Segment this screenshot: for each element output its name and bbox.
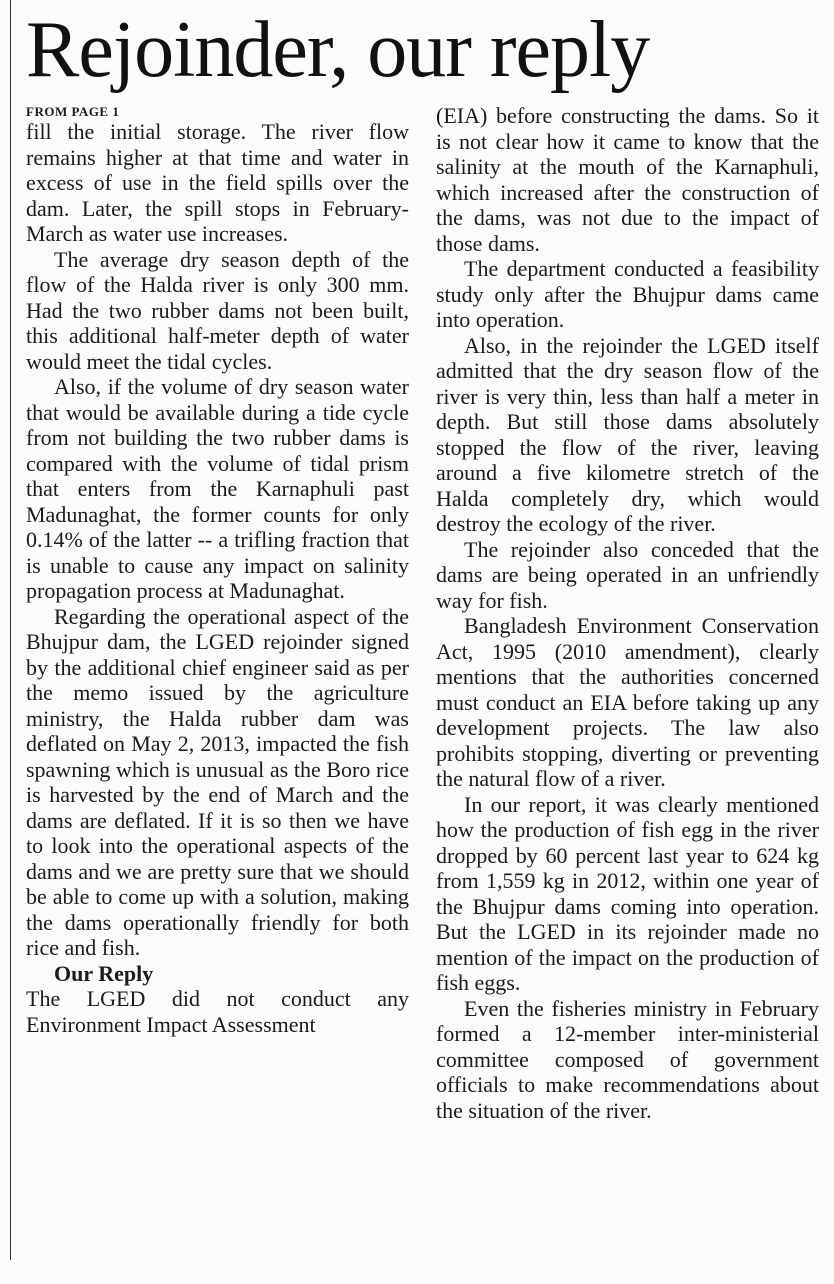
right-column [436,103,819,1123]
paragraph: Also, in the rejoinder the LGED itself admitted that the dry season flow of the river is very thin, less than half a meter in depth. But still those dams absolutely stopped the flow of the river, leaving around a five kilometre stretch of the Halda completely dry, which would destroy the ecology of the river. [436,332,819,536]
paragraph: The department conducted a feasibility study only after the Bhujpur dams came into operation. [436,256,819,332]
paragraph: Bangladesh Environment Conservation Act, 1995 (2010 amendment), clearly mentions that the authorities concerned must conduct an EIA before taking up any development projects. The law also prohibits stopping, diverting or preventing the natural flow of a river. [436,613,819,791]
paragraph: The LGED did not conduct any Environment Impact Assessment [26,986,409,1037]
paragraph: Also, if the volume of dry season water that would be available during a tide cycle from not building the two rubber dams is compared with the volume of tidal prism that enters from the Karnaphuli past Madunaghat, the former counts for only 0.14% of the latter -- a trifling fraction that is unable to cause any impact on salinity propagation process at Madunaghat. [26,374,409,603]
paragraph: The rejoinder also conceded that the dams are being operated in an unfriendly way for fish. [436,536,819,613]
subhead-our-reply: Our Reply [54,960,154,986]
continuation-kicker: FROM PAGE 1 [26,104,120,119]
paragraph: Even the fisheries ministry in February formed a 12-member inter-ministerial committee composed of government officials to make recommendations about the situation of the river. [436,995,819,1123]
left-column [26,103,409,1037]
paragraph: fill the initial storage. The river flow remains higher at that time and water in excess of use in the field spills over the dam. Later, the spill stops in February-March as water use increases. [26,119,409,246]
paragraph: (EIA) before constructing the dams. So it is not clear how it came to know that the salinity at the mouth of the Karnaphuli, which increased after the construction of the dams, was not due to the impact of those dams. [436,103,819,256]
paragraph: The average dry season depth of the flow of the Halda river is only 300 mm. Had the two rubber dams not been built, this additional half-meter depth of water would meet the tidal cycles. [26,246,409,374]
column-rule [10,0,11,1260]
paragraph: Regarding the operational aspect of the Bhujpur dam, the LGED rejoinder signed by the additional chief engineer said as per the memo issued by the agriculture ministry, the Halda rubber dam was deflated on May 2, 2013, impacted the fish spawning which is unusual as the Boro rice is harvested by the end of March and the dams are deflated. If it is so then we have to look into the operational aspects of the dams and we are pretty sure that we should be able to come up with a solution, making the dams operationally friendly for both rice and fish. [26,603,409,960]
headline: Rejoinder, our reply [26,6,650,94]
paragraph: In our report, it was clearly mentioned how the production of fish egg in the river dropped by 60 percent last year to 624 kg from 1,559 kg in 2012, within one year of the Bhujpur dams coming into operation. But the LGED in its rejoinder made no mention of the impact on the production of fish eggs. [436,791,819,995]
